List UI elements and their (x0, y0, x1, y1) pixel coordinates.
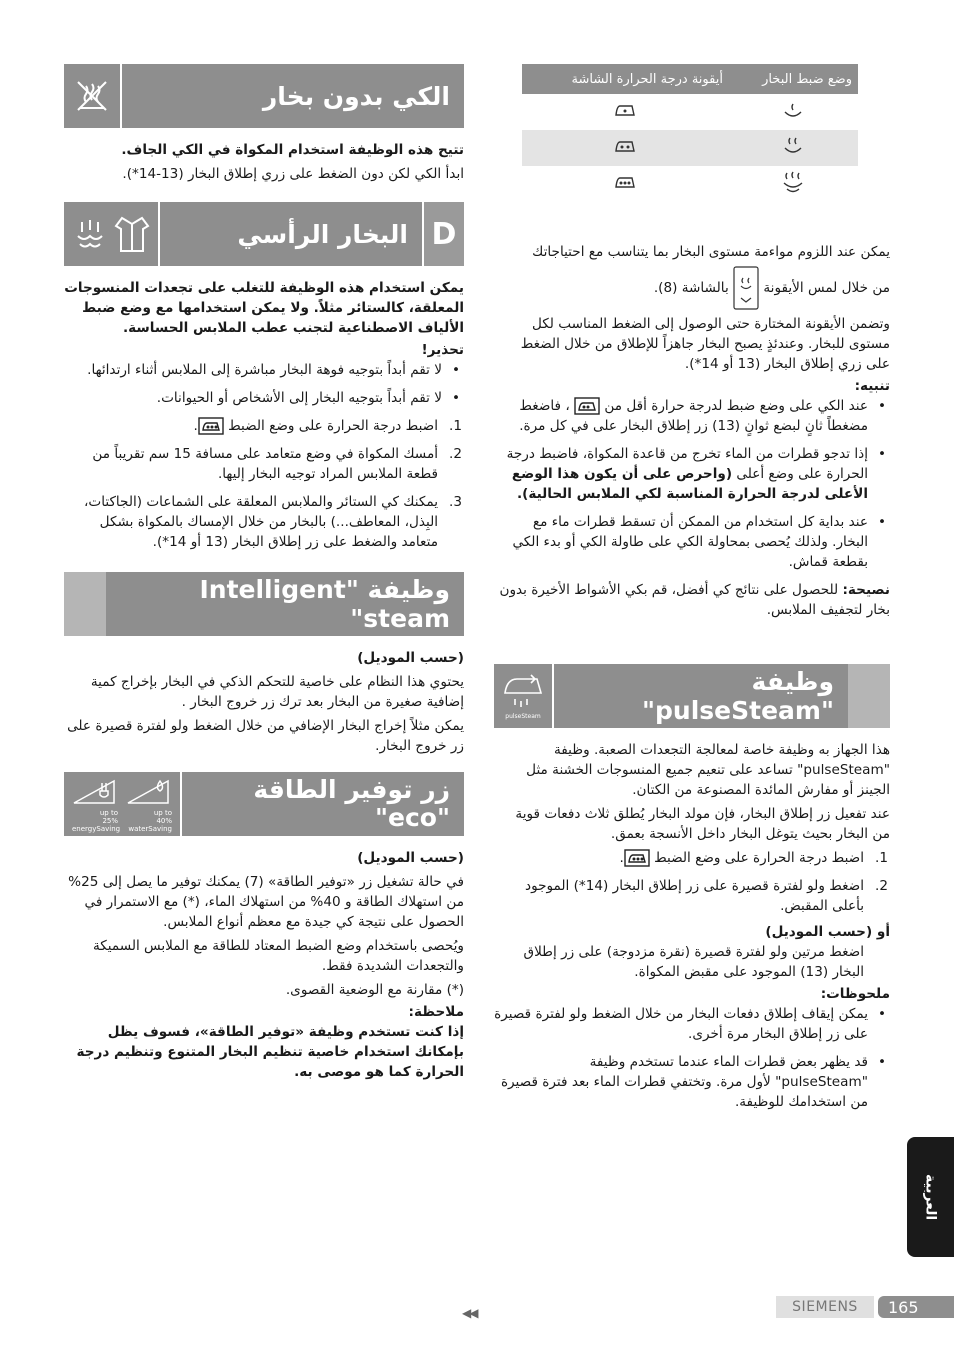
table-row (522, 130, 858, 166)
model-note: (حسب الموديل) (357, 850, 464, 866)
section-title: زر توفير الطاقة "eco" (182, 772, 464, 836)
table-header: وضع ضبط البخار (729, 64, 858, 94)
temp-level-3-icon (522, 166, 729, 202)
steam-level-3-icon (729, 166, 858, 202)
section-title: البخار الرأسي (160, 202, 422, 266)
list-item: 2. اضغط ولو لفترة قصيرة على زر إطلاق البخار (14*) الموجود بأعلى المقبض. (525, 878, 888, 914)
note-label: ملاحظة: (408, 1004, 464, 1020)
list-item: • لا تقم أبداً بتوجيه فوهة البخار مباشرة إلى الملابس أثناء ارتدائها. (64, 360, 464, 380)
iron-setting-icon (198, 417, 224, 435)
temp-level-1-icon (522, 94, 729, 130)
iron-setting-icon (624, 849, 650, 867)
eco-text-1: في حالة تشغيل زر «توفير الطاقة» (7) يمكنك توفير ما يصل إلى 25% من استهلاك الطاقة و 40% من استهلاك الماء، (*) مع الاستمرار في الحصول على نتيجة كي جيدة مع معظم أنواع الملابس. (68, 874, 464, 930)
dry-ironing-instruction: ابدأ الكي لكن دون الضغط على زري إطلاق البخار (13-14*). (122, 166, 464, 182)
model-note: (حسب الموديل) (357, 650, 464, 666)
steam-level-1-icon (729, 94, 858, 130)
steam-level-text-1a: يمكن عند اللزوم مواءمة مستوى البخار بما يتناسب مع احتياجاتك (532, 244, 890, 260)
list-item: • لا تقم أبداً بتوجيه البخار إلى الأشخاص أو الحيوانات. (64, 388, 464, 408)
section-header-dry-ironing (64, 64, 464, 128)
pulsesteam-steps (494, 848, 890, 916)
energy-saving-icon: up to 25% energySaving (72, 777, 118, 831)
section-title: وظيفة "pulseSteam" (554, 664, 848, 728)
notice-label: تنبيه: (854, 378, 890, 394)
no-steam-icon (64, 64, 122, 128)
right-column (494, 64, 890, 1120)
list-item: 2. أمسك المكواة في وضع متعامد على مسافة 15 سم تقريباً من قطعة الملابس المراد توجيه البخار إليها. (92, 446, 462, 482)
section-title: وظيفة "Intelligent steam" (106, 572, 464, 636)
iron-setting-icon (574, 397, 600, 415)
section-header-pulsesteam (494, 664, 890, 728)
left-column (64, 64, 464, 1086)
list-item: • عند بداية كل استخدام من الممكن أن تسقط قطرات ماء مع البخار. ولذلك يُحصى بمحاولة الكي على طاولة الكي أو بدء الكي بقطعة قماش. (494, 512, 890, 572)
list-item: 1. اضبط درجة الحرارة على وضع الضبط . (193, 418, 462, 434)
temp-level-2-icon (522, 130, 729, 166)
table-row (522, 166, 858, 202)
eco-footnote: (*) مقارنة مع الوضعية القصوى. (285, 982, 464, 998)
steam-touch-icon[interactable] (733, 266, 759, 310)
list-item: • يمكن إيقاف إطلاق دفعات البخار من خلال الضغط ولو لفترة قصيرة على زر إطلاق البخار مرة أخرى. (494, 1004, 890, 1044)
list-item: • عند الكي على وضع ضبط لدرجة حرارة أقل من ، فاضغط مضغطاً ثانٍ لبضع ثوانٍ (13) زر إطلاق البخار على في كل مرة. (494, 396, 890, 436)
pulsesteam-icon: pulseSteam (494, 664, 554, 728)
list-item: • قد يظهر بعض قطرات الماء عندما تستخدم وظيفة "pulseSteam" لأول مرة. وتختفي قطرات الماء بعد فترة قصيرة من استخدامك للوظيفة. (494, 1052, 890, 1112)
pulsesteam-text-2: عند تفعيل زر إطلاق البخار، فإن مولد البخار يُطلق ثلاث دفعات قوية من البخار بحيث يتوغل البخار داخل الأنسجة بعمق. (515, 806, 890, 842)
pulsesteam-notes (494, 1004, 890, 1112)
section-header-vertical-steam (64, 202, 464, 266)
page-number: 165 (878, 1296, 954, 1318)
steam-level-2-icon (729, 130, 858, 166)
section-side-block (64, 572, 106, 636)
section-header-intelligent-steam (64, 572, 464, 636)
vertical-steam-steps (64, 416, 464, 552)
tip-text: نصيحة: للحصول على نتائج كي أفضل، قم بكي الأشواط الأخيرة بدون بخار لتجفيف الملابس. (499, 582, 890, 618)
list-item: • إذا تدجو قطرات من الماء تخرج من قاعدة المكواة، فاضبط درجة الحرارة على وضع أعلى (واحرص على أن يكون هذا الوضع الأعلى لدرجة الحرارة المناسبة لكي الملابس الحالية). (494, 444, 890, 504)
list-item: 1. اضبط درجة الحرارة على وضع الضبط . (619, 850, 888, 866)
intelligent-steam-text-2: يمكن مثلاً إخراج البخار الإضافي من خلال الضغط ولو لفترة قصيرة على زر خروج البخار. (67, 718, 464, 754)
nav-arrows-icon: ◀◀ (462, 1306, 477, 1320)
section-side-block (848, 664, 890, 728)
table-row (522, 94, 858, 130)
vertical-steam-icon (64, 202, 160, 266)
warning-list (64, 360, 464, 408)
water-saving-icon: up to 40% waterSaving (126, 777, 172, 831)
model-note: أو (حسب الموديل) (765, 924, 890, 940)
notes-label: ملحوظات: (820, 986, 890, 1002)
section-letter: D (422, 202, 464, 266)
table-header: أيقونة درجة الحرارة الشاشة (522, 64, 729, 94)
warning-label: تحذير! (421, 342, 464, 358)
steam-level-table (522, 64, 858, 202)
pulsesteam-text-1: هذا الجهاز به وظيفة خاصة لمعالجة التجعدات الصعبة. وظيفة "pulseSteam" تساعد على تنعيم جميع المنسوجات الخشنة مثل الجينز أو مفارش المائدة المصنوعة من الكتان. (526, 742, 890, 798)
intelligent-steam-text-1: يحتوي هذا النظام على خاصية للتحكم الذكي في البخار بإخراج كمية إضافية صغيرة من البخار بعد ترك زر خروج البخار . (90, 674, 464, 710)
brand-label: SIEMENS (776, 1296, 874, 1318)
steam-level-text-2: وتضمن الأيقونة المختارة حتى الوصول إلى الضغط المناسب لكل مستوى للبخار. وعندئذٍ يصبح البخار جاهزاً للإطلاق من خلال الضغط على زري إطلاق البخار (13 أو 14*). (520, 316, 890, 372)
notice-list (494, 396, 890, 572)
section-title: الكي بدون بخار (122, 64, 464, 128)
eco-text-2: ويُحصى باستخدام وضع الضبط المعتاد للطاقة مع الملابس السميكة والتجعدات الشديدة فقط. (92, 938, 464, 974)
language-tab: العربية (907, 1137, 954, 1257)
steam-level-text-1b: من خلال لمس الأيقونة بالشاشة (8). (494, 266, 890, 310)
eco-note: إذا كنت تستخدم وظيفة «توفير الطاقة»، فسوف يظل بإمكانك استخدام خاصية تنظيم البخار المتنوع وتنظيم درجة الحرارة كما هو موصى به. (76, 1024, 464, 1080)
section-header-eco (64, 772, 464, 836)
pulsesteam-text-3: اضغط مرتين ولو لفترة قصيرة (نقرة مزدوجة) على زر إطلاق البخار (13) الموجود على مقبض المكواة. (523, 944, 864, 980)
dry-ironing-intro: تتيح هذه الوظيفة استخدام المكواة في الكي الجاف. (121, 142, 464, 158)
list-item: 3. يمكنك كي الستائر والملابس المعلقة على الشماعات (الجاكتات، البِذل، المعاطف...) بالبخار من خلال الإمساك بالمكواة بشكل متعامد والضغط على زر إطلاق البخار (13 أو 14*). (84, 494, 462, 550)
vertical-steam-intro: يمكن استخدام هذه الوظيفة للتغلب على تجعدات المنسوجات المعلقة، كالستائر مثلاً. ولا يمكن استخدامها مع وضع ضبط الألياف الاصطناعية لتجنب عطب الملابس الحساسة. (64, 280, 464, 336)
eco-icons (64, 772, 182, 836)
